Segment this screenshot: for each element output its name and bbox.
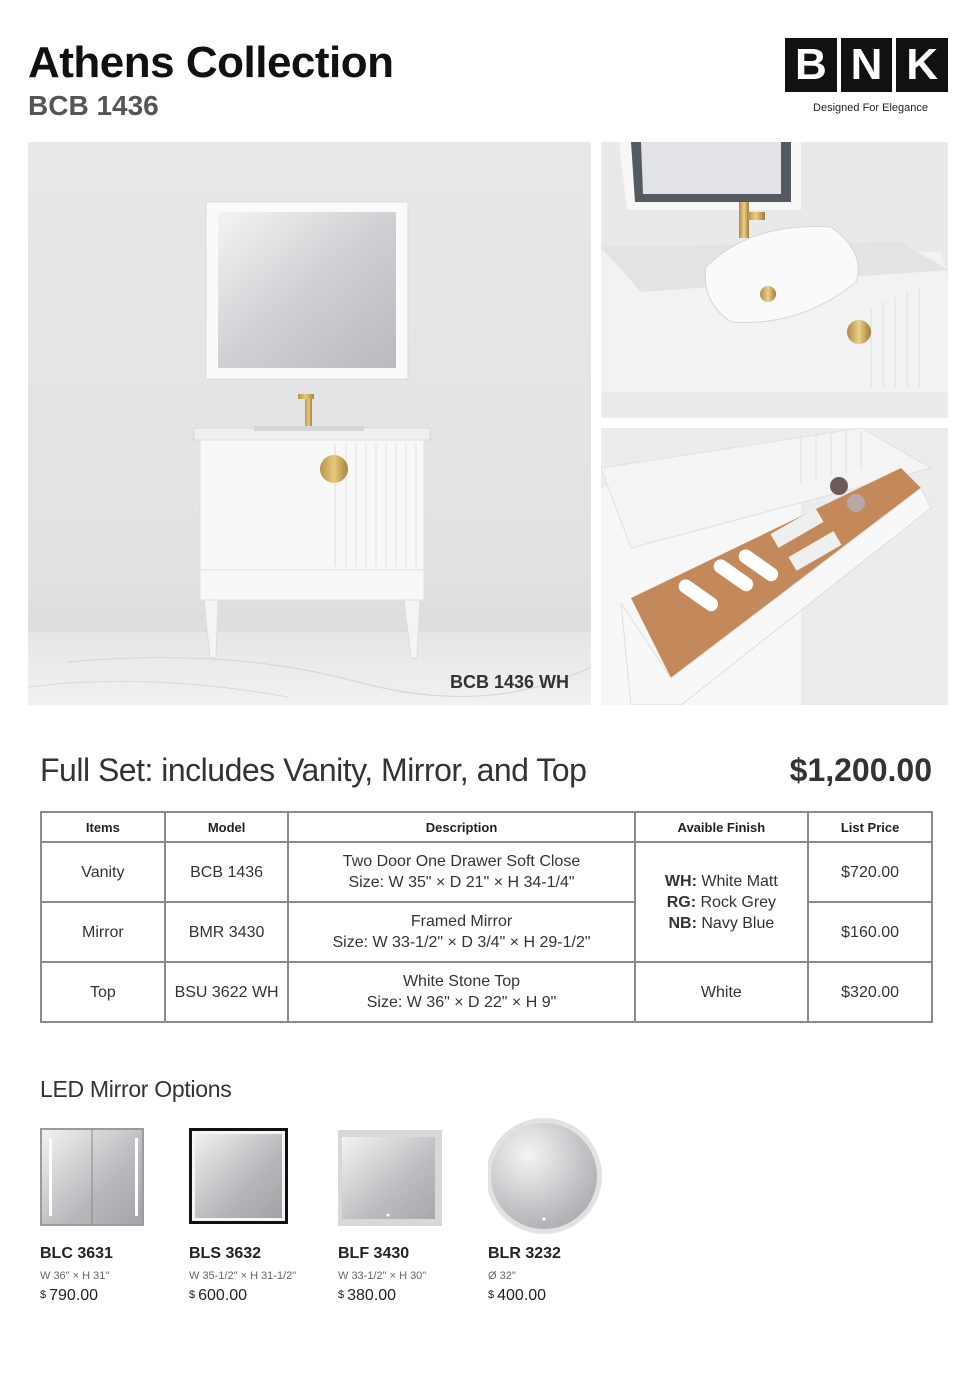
sink-detail-photo [601,142,948,418]
led-model: BLS 3632 [189,1245,262,1262]
led-price [338,1287,396,1305]
desc-size: Size: W 35" × D 21" × H 34-1/4" [348,874,575,891]
currency-symbol: $ [338,1289,345,1301]
logo-box [785,38,948,92]
led-model: BLR 3232 [488,1245,561,1262]
led-option-card [189,1118,329,1304]
led-option-card [40,1118,180,1304]
finish-option [636,892,808,913]
led-price [189,1287,247,1305]
finish-code: NB: [668,914,697,932]
currency-symbol: $ [40,1289,47,1301]
full-set-label: Full Set: includes Vanity, Mirror, and Top [40,752,587,788]
table-row [41,962,932,1022]
table-row [41,842,932,902]
vanity-illustration [28,142,591,705]
drawer-detail-photo [601,428,948,705]
cell-model: BCB 1436 [165,842,289,902]
cell-price: $720.00 [808,842,932,902]
led-price-value: 400.00 [497,1287,547,1304]
cell-description [288,842,634,902]
logo-letter: N [841,38,897,92]
desc-line: White Stone Top [402,973,521,990]
cell-description [288,902,634,962]
cell-price: $160.00 [808,902,932,962]
cell-finish: White [635,962,809,1022]
led-mirror-cabinet-image [40,1118,180,1234]
led-size: W 33-1/2" × H 30" [338,1270,427,1282]
col-header-description: Description [288,812,634,842]
led-size: W 35-1/2" × H 31-1/2" [189,1270,297,1282]
cell-model: BSU 3622 WH [165,962,289,1022]
items-table [40,811,933,1023]
brand-tagline: Designed For Elegance [813,102,928,114]
logo-letter: K [906,40,939,89]
collection-title: Athens Collection [28,38,394,87]
desc-size: Size: W 36" × D 22" × H 9" [366,994,557,1011]
led-model: BLF 3430 [338,1245,410,1262]
desc-line: Two Door One Drawer Soft Close [342,853,581,870]
led-price-value: 790.00 [49,1287,99,1304]
finish-option [636,871,808,892]
table-header-row [41,812,932,842]
finish-name: White Matt [701,872,778,890]
cell-item: Top [41,962,165,1022]
cell-item: Mirror [41,902,165,962]
logo-letter: B [785,38,841,92]
vanity-photo [28,142,591,705]
led-price [488,1287,546,1305]
finish-name: Rock Grey [700,893,777,911]
led-section-title: LED Mirror Options [40,1076,232,1102]
drawer-illustration [601,428,948,705]
sink-illustration [601,142,948,418]
led-price [40,1287,98,1305]
col-header-finish: Avaible Finish [635,812,809,842]
col-header-price: List Price [808,812,932,842]
currency-symbol: $ [488,1289,495,1301]
led-price-value: 380.00 [347,1287,397,1304]
col-header-items: Items [41,812,165,842]
led-price-value: 600.00 [198,1287,248,1304]
led-mirror-round-image [488,1118,628,1234]
col-header-model: Model [165,812,289,842]
led-option-card [488,1118,628,1304]
photo-caption: BCB 1436 WH [449,672,569,692]
led-size: Ø 32" [488,1270,516,1282]
led-model: BLC 3631 [40,1245,113,1262]
brand-logo [785,38,948,114]
led-option-card [338,1118,478,1304]
finish-name: Navy Blue [701,914,775,932]
cell-finish-options [635,842,809,962]
cell-item: Vanity [41,842,165,902]
led-size: W 36" × H 31" [40,1270,110,1282]
finish-code: RG: [666,893,697,911]
led-mirror-square-image [189,1118,329,1234]
cell-description [288,962,634,1022]
finish-option [636,913,808,934]
finish-code: WH: [664,872,697,890]
cell-price: $320.00 [808,962,932,1022]
desc-line: Framed Mirror [410,913,513,930]
full-set-price: $1,200.00 [789,752,932,788]
currency-symbol: $ [189,1289,196,1301]
model-number: BCB 1436 [28,90,159,121]
desc-size: Size: W 33-1/2" × D 3/4" × H 29-1/2" [332,934,591,951]
cell-model: BMR 3430 [165,902,289,962]
led-mirror-frameless-image [338,1118,478,1234]
